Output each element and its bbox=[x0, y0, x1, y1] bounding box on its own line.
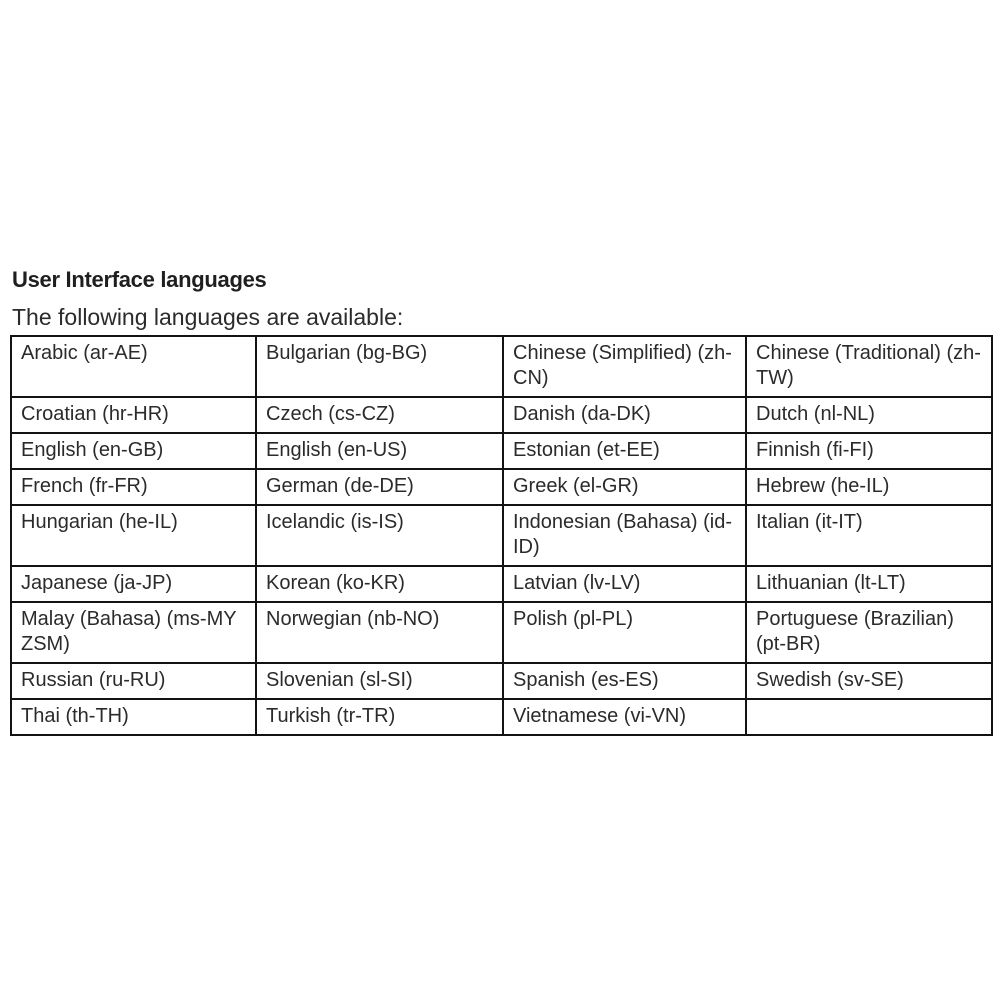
table-row bbox=[11, 566, 992, 602]
language-cell: Danish (da-DK) bbox=[503, 397, 746, 433]
language-cell: Bulgarian (bg-BG) bbox=[256, 336, 503, 397]
language-cell: Korean (ko-KR) bbox=[256, 566, 503, 602]
language-cell: Spanish (es-ES) bbox=[503, 663, 746, 699]
language-cell bbox=[746, 699, 992, 735]
language-cell: Estonian (et-EE) bbox=[503, 433, 746, 469]
table-row bbox=[11, 397, 992, 433]
language-cell: Norwegian (nb-NO) bbox=[256, 602, 503, 663]
language-cell: Finnish (fi-FI) bbox=[746, 433, 992, 469]
language-cell: Greek (el-GR) bbox=[503, 469, 746, 505]
language-cell: English (en-GB) bbox=[11, 433, 256, 469]
language-cell: Russian (ru-RU) bbox=[11, 663, 256, 699]
language-cell: Icelandic (is-IS) bbox=[256, 505, 503, 566]
language-cell: Japanese (ja-JP) bbox=[11, 566, 256, 602]
language-cell: Dutch (nl-NL) bbox=[746, 397, 992, 433]
language-cell: Lithuanian (lt-LT) bbox=[746, 566, 992, 602]
language-cell: Indonesian (Bahasa) (id-ID) bbox=[503, 505, 746, 566]
language-cell: Polish (pl-PL) bbox=[503, 602, 746, 663]
language-cell: French (fr-FR) bbox=[11, 469, 256, 505]
language-cell: Thai (th-TH) bbox=[11, 699, 256, 735]
table-row bbox=[11, 469, 992, 505]
language-cell: English (en-US) bbox=[256, 433, 503, 469]
intro-text: The following languages are available: bbox=[12, 304, 404, 330]
table-row bbox=[11, 505, 992, 566]
language-cell: Chinese (Simplified) (zh-CN) bbox=[503, 336, 746, 397]
languages-table bbox=[10, 335, 993, 736]
table-row bbox=[11, 433, 992, 469]
language-cell: Italian (it-IT) bbox=[746, 505, 992, 566]
language-cell: Latvian (lv-LV) bbox=[503, 566, 746, 602]
language-cell: Vietnamese (vi-VN) bbox=[503, 699, 746, 735]
table-row bbox=[11, 336, 992, 397]
table-row bbox=[11, 699, 992, 735]
language-cell: Croatian (hr-HR) bbox=[11, 397, 256, 433]
language-cell: Portuguese (Brazilian) (pt-BR) bbox=[746, 602, 992, 663]
language-cell: Hungarian (he-IL) bbox=[11, 505, 256, 566]
language-cell: German (de-DE) bbox=[256, 469, 503, 505]
language-cell: Malay (Bahasa) (ms-MY ZSM) bbox=[11, 602, 256, 663]
table-row bbox=[11, 663, 992, 699]
language-cell: Hebrew (he-IL) bbox=[746, 469, 992, 505]
language-cell: Czech (cs-CZ) bbox=[256, 397, 503, 433]
language-cell: Turkish (tr-TR) bbox=[256, 699, 503, 735]
language-cell: Chinese (Traditional) (zh-TW) bbox=[746, 336, 992, 397]
section-heading: User Interface languages bbox=[12, 267, 267, 292]
languages-table-body bbox=[11, 336, 992, 735]
language-cell: Swedish (sv-SE) bbox=[746, 663, 992, 699]
language-cell: Slovenian (sl-SI) bbox=[256, 663, 503, 699]
language-cell: Arabic (ar-AE) bbox=[11, 336, 256, 397]
table-row bbox=[11, 602, 992, 663]
